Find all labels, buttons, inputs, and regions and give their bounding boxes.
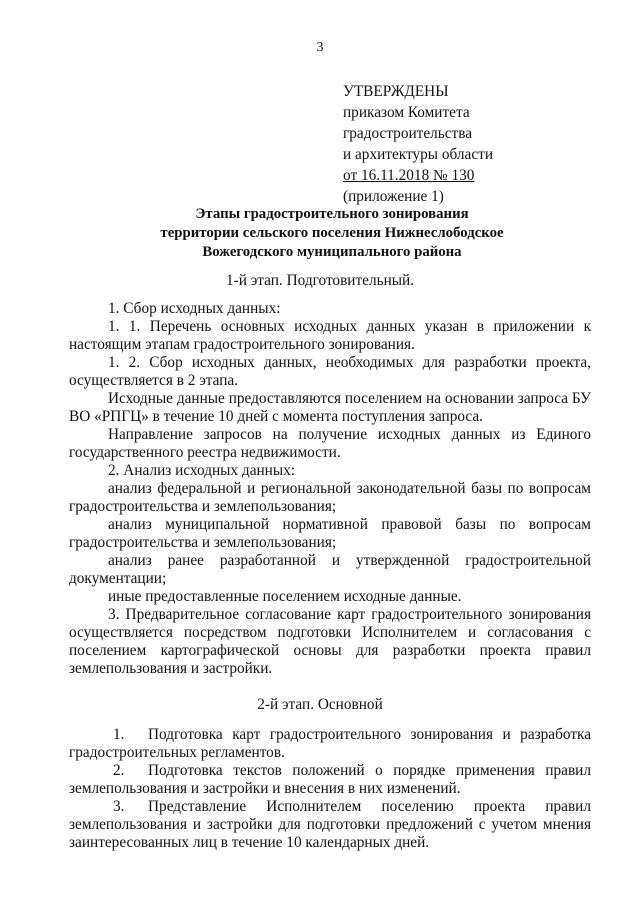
- item-text: Подготовка карт градостроительного зонирования и разработка: [148, 726, 591, 743]
- paragraph-line: осуществляется в 2 этапа.: [69, 372, 239, 389]
- paragraph-line: 3. Предварительное согласование карт градостроительного зонирования: [108, 606, 591, 623]
- item-number: 2.: [113, 762, 125, 779]
- approval-line: УТВЕРЖДЕНЫ: [343, 83, 449, 100]
- stage1-heading: 1-й этап. Подготовительный.: [225, 272, 415, 289]
- title-line: Вожегодского муниципального района: [202, 244, 462, 260]
- title-line: Этапы градостроительного зонирования: [195, 206, 469, 222]
- paragraph-line: поселением картографической основы для разработки проекта правил: [69, 642, 591, 659]
- item-text: Представление Исполнителем поселению проекта правил: [148, 798, 591, 815]
- paragraph-line: градостроительных регламентов.: [69, 744, 285, 761]
- item-text: Подготовка текстов положений о порядке применения правил: [148, 762, 591, 779]
- approval-date: от 16.11.2018 № 130: [343, 167, 475, 184]
- paragraph-line: иные предоставленные поселением исходные данные.: [108, 588, 462, 605]
- document-title: [0, 205, 640, 262]
- paragraph-line: градостроительства и землепользования;: [69, 534, 337, 551]
- paragraph-line: ВО «РПГЦ» в течение 10 дней с момента поступления запроса.: [69, 408, 483, 425]
- paragraph-line: заинтересованных лиц в течение 10 календарных дней.: [69, 834, 430, 851]
- stage2-item: [69, 762, 591, 780]
- item-number: 1.: [113, 726, 125, 743]
- paragraph-line: анализ муниципальной нормативной правовой базы по вопросам: [108, 516, 591, 533]
- paragraph-line: градостроительства и землепользования;: [69, 498, 337, 515]
- approval-line: приказом Комитета: [343, 104, 470, 121]
- approval-annex: (приложение 1): [343, 188, 444, 205]
- paragraph-line: 2. Анализ исходных данных:: [108, 462, 296, 479]
- approval-line: градостроительства: [343, 125, 473, 142]
- page-number: 3: [316, 40, 324, 55]
- paragraph-line: анализ ранее разработанной и утвержденной градостроительной: [108, 552, 591, 569]
- stage2-item: [69, 798, 591, 816]
- paragraph-line: 1. 1. Перечень основных исходных данных указан в приложении к: [108, 318, 591, 335]
- approval-stamp: [343, 81, 493, 207]
- stage2-heading: 2-й этап. Основной: [257, 696, 383, 713]
- paragraph-line: осуществляется посредством подготовки Исполнителем и согласования с: [69, 624, 591, 641]
- paragraph-line: 1. Сбор исходных данных:: [108, 300, 281, 317]
- paragraph-line: 1. 2. Сбор исходных данных, необходимых для разработки проекта,: [108, 354, 591, 371]
- paragraph-line: государственного реестра недвижимости.: [69, 444, 341, 461]
- paragraph-line: Исходные данные предоставляются поселением на основании запроса БУ: [108, 390, 591, 407]
- stage2-body: [69, 726, 591, 852]
- paragraph-line: землепользования и застройки для подготовки предложений с учетом мнения: [69, 816, 591, 833]
- paragraph-line: землепользования и застройки.: [69, 660, 273, 677]
- approval-line: и архитектуры области: [343, 146, 494, 163]
- stage2-item: [69, 726, 591, 744]
- title-line: территории сельского поселения Нижнеслободское: [160, 225, 504, 241]
- paragraph-line: анализ федеральной и региональной законодательной базы по вопросам: [108, 480, 591, 497]
- stage1-body: [69, 300, 591, 678]
- paragraph-line: документации;: [69, 570, 167, 587]
- item-number: 3.: [113, 798, 125, 815]
- paragraph-line: настоящим этапам градостроительного зонирования.: [69, 336, 415, 353]
- paragraph-line: Направление запросов на получение исходных данных из Единого: [108, 426, 591, 443]
- paragraph-line: землепользования и застройки и внесения в них изменений.: [69, 780, 461, 797]
